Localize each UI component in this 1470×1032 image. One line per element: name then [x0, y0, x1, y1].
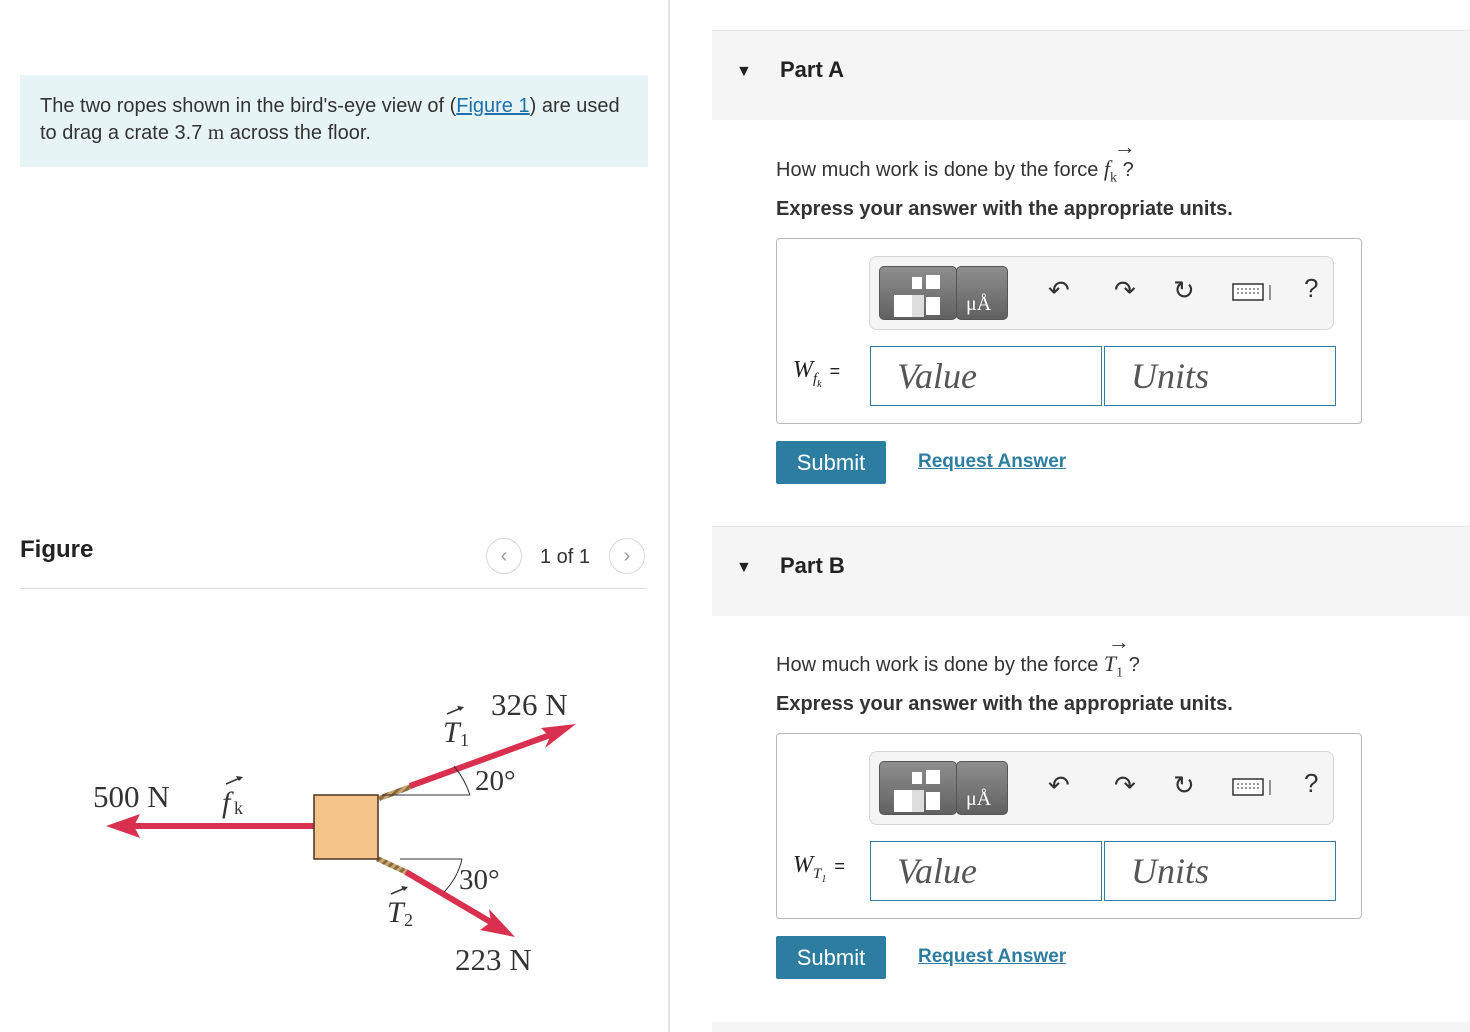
part-a-title: Part A	[780, 57, 844, 82]
part-a-header[interactable]	[712, 30, 1470, 120]
svg-text:T: T	[387, 896, 404, 929]
redo-icon[interactable]: ↷	[1114, 770, 1136, 800]
part-b-header[interactable]	[712, 526, 1470, 616]
problem-statement	[20, 75, 648, 167]
question-text: How much work is done by the force	[776, 159, 1104, 181]
submit-button[interactable]: Submit	[776, 441, 886, 484]
svg-text:T: T	[443, 716, 460, 749]
svg-text:f: f	[222, 786, 231, 819]
keyboard-icon[interactable]	[1232, 279, 1272, 310]
column-divider	[668, 0, 670, 1032]
units-button[interactable]	[956, 266, 1008, 320]
t2-symbol	[387, 886, 413, 930]
next-part-header-edge	[712, 1022, 1470, 1032]
part-a-question	[776, 134, 1136, 186]
question-mark: ?	[1122, 159, 1134, 181]
chevron-right-icon: ›	[623, 544, 631, 567]
problem-text-end: across the floor.	[224, 122, 371, 144]
next-figure-button[interactable]	[609, 538, 645, 574]
question-text: How much work is done by the force	[776, 654, 1104, 676]
part-a-instruction: Express your answer with the appropriate units.	[776, 198, 1233, 220]
problem-text-middle: ) are used to drag a crate 3.7	[40, 95, 620, 144]
templates-icon	[880, 762, 958, 816]
figure-link[interactable]: Figure 1	[456, 95, 530, 117]
undo-icon[interactable]: ↶	[1048, 770, 1070, 800]
figure-divider	[20, 588, 647, 589]
t2-angle-label: 30°	[459, 864, 500, 896]
part-b-instruction: Express your answer with the appropriate units.	[776, 693, 1233, 715]
rope-1	[378, 784, 412, 801]
math-toolbar	[869, 256, 1334, 330]
force-diagram	[0, 600, 668, 1020]
value-input[interactable]	[870, 346, 1102, 406]
undo-icon[interactable]: ↶	[1048, 275, 1070, 305]
t1-symbol	[443, 706, 469, 750]
request-answer-link[interactable]: Request Answer	[918, 946, 1067, 967]
part-b-answer-box	[776, 733, 1362, 919]
answer-label: $W_{f_k}=$	[793, 357, 841, 390]
math-toolbar	[869, 751, 1334, 825]
distance-unit: m	[207, 120, 225, 144]
collapse-caret-icon[interactable]: ▼	[736, 559, 752, 576]
t1-magnitude-label: 326 N	[491, 687, 568, 722]
templates-icon	[880, 267, 958, 321]
units-icon: μÅ	[966, 788, 992, 810]
svg-text:k: k	[234, 798, 243, 818]
t2-arrow-head	[480, 909, 515, 937]
friction-symbol	[222, 776, 243, 819]
force-fk-symbol: → $f_k$	[1103, 134, 1136, 186]
part-a-answer-box	[776, 238, 1362, 424]
friction-magnitude-label: 500 N	[93, 779, 170, 814]
collapse-caret-icon[interactable]: ▼	[736, 63, 752, 80]
keyboard-icon[interactable]	[1232, 774, 1272, 805]
help-icon[interactable]: ?	[1304, 273, 1319, 303]
svg-text:1: 1	[460, 730, 469, 750]
templates-button[interactable]	[879, 761, 957, 815]
units-button[interactable]	[956, 761, 1008, 815]
problem-text-start: The two ropes shown in the bird's-eye view of (	[40, 95, 457, 117]
t2-magnitude-label: 223 N	[455, 942, 532, 977]
figure-pager: 1 of 1	[540, 546, 591, 568]
part-b-question	[776, 629, 1140, 681]
request-answer-link[interactable]: Request Answer	[918, 451, 1067, 472]
help-icon[interactable]: ?	[1304, 768, 1319, 798]
reset-icon[interactable]: ↻	[1173, 275, 1195, 305]
t1-angle-label: 20°	[475, 765, 516, 797]
force-t1-symbol: → $T_1$	[1103, 629, 1130, 681]
crate	[314, 795, 378, 859]
units-icon: μÅ	[966, 293, 992, 315]
units-input[interactable]	[1104, 346, 1336, 406]
reset-icon[interactable]: ↻	[1173, 770, 1195, 800]
prev-figure-button[interactable]	[486, 538, 522, 574]
answer-label: $W_{T_1}=$	[793, 852, 845, 885]
svg-text:2: 2	[404, 910, 413, 930]
chevron-left-icon: ‹	[500, 544, 508, 567]
redo-icon[interactable]: ↷	[1114, 275, 1136, 305]
value-input[interactable]	[870, 841, 1102, 901]
templates-button[interactable]	[879, 266, 957, 320]
question-mark: ?	[1128, 654, 1140, 676]
figure-title: Figure	[20, 536, 94, 563]
submit-button[interactable]: Submit	[776, 936, 886, 979]
part-b-title: Part B	[780, 553, 845, 578]
units-input[interactable]	[1104, 841, 1336, 901]
